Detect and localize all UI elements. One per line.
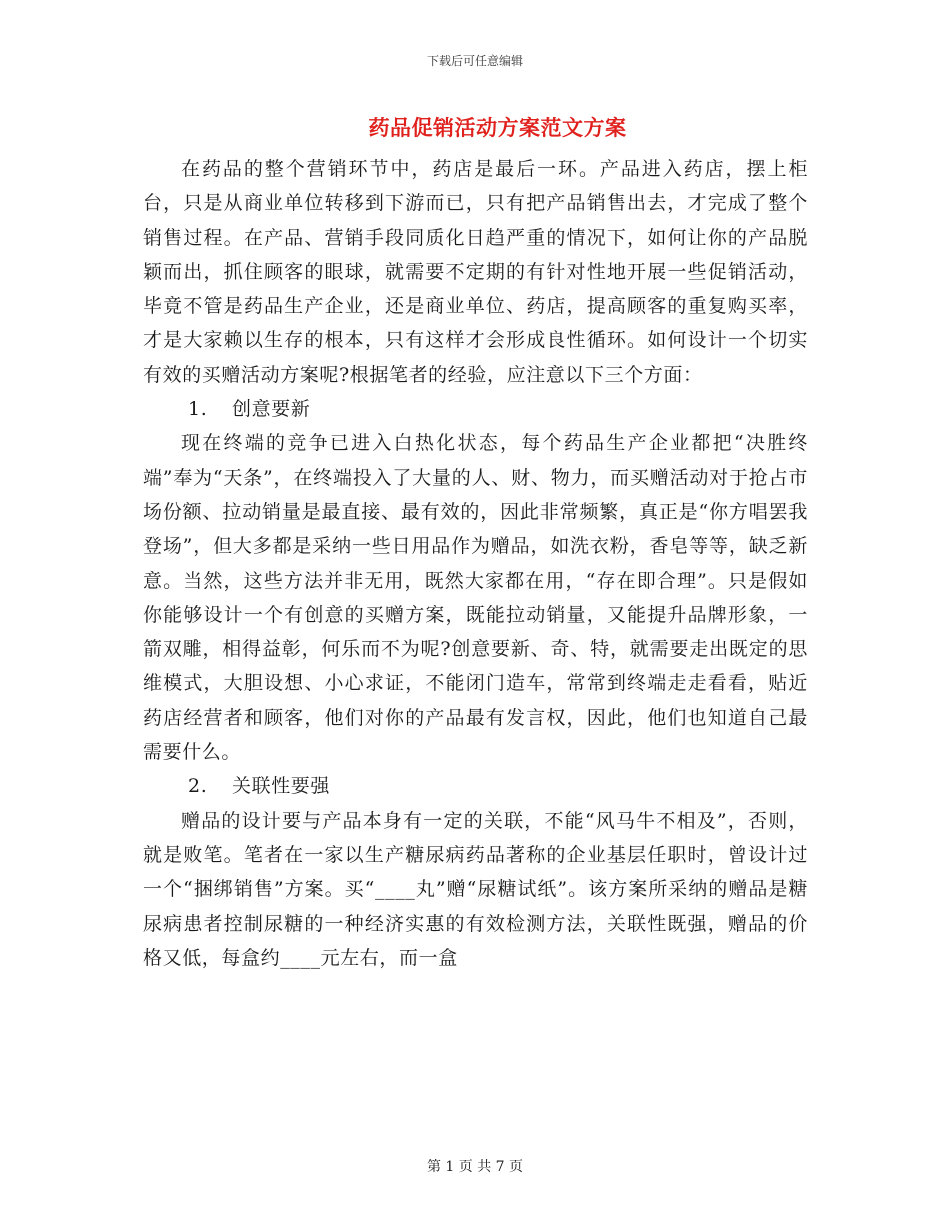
document-body xyxy=(143,152,808,975)
intro-paragraph: 在药品的整个营销环节中，药店是最后一环。产品进入药店，摆上柜台，只是从商业单位转移到下游而已，只有把产品销售出去，才完成了整个销售过程。在产品、营销手段同质化日趋严重的情况下，如何让你的产品脱颖而出，抓住顾客的眼球，就需要不定期的有针对性地开展一些促销活动，毕竟不管是药品生产企业，还是商业单位、药店，提高顾客的重复购买率，才是大家赖以生存的根本，只有这样才会形成良性循环。如何设计一个切实有效的买赠活动方案呢?根据笔者的经验，应注意以下三个方面： xyxy=(143,158,808,386)
page-header: 下载后可任意编辑 xyxy=(426,54,523,68)
document-title: 药品促销活动方案范文方案 xyxy=(368,115,627,140)
section-title: 关联性要强 xyxy=(232,775,331,798)
page-number: 第 1 页 共 7 页 xyxy=(426,1159,524,1175)
section-1-paragraph: 现在终端的竞争已进入白热化状态，每个药品生产企业都把“决胜终端”奉为“天条”，在终端投入了大量的人、财、物力，而买赠活动对于抢占市场份额、拉动销量是最直接、最有效的，因此非常频繁，真正是“你方唱罢我登场”，但大多都是采纳一些日用品作为赠品，如洗衣粉，香皂等等，缺乏新意。当然，这些方法并非无用，既然大家都在用，“存在即合理”。只是假如你能够设计一个有创意的买赠方案，既能拉动销量，又能提升品牌形象，一箭双雕，相得益彰，何乐而不为呢?创意要新、奇、特，就需要走出既定的思维模式，大胆设想、小心求证，不能闭门造车，常常到终端走走看看，贴近药店经营者和顾客，他们对你的产品最有发言权，因此，他们也知道自己最需要什么。 xyxy=(143,432,808,764)
section-heading-2 xyxy=(143,769,808,803)
section-2-paragraph: 赠品的设计要与产品本身有一定的关联，不能“风马牛不相及”，否则，就是败笔。笔者在一家以生产糖尿病药品著称的企业基层任职时，曾设计过一个“捆绑销售”方案。买“____丸”赠“尿糖试纸”。该方案所采纳的赠品是糖尿病患者控制尿糖的一种经济实惠的有效检测方法，关联性既强，赠品的价格又低，每盒约____元左右，而一盒 xyxy=(143,809,808,969)
section-number: 1. xyxy=(188,398,208,421)
section-heading-1 xyxy=(143,392,808,426)
section-title: 创意要新 xyxy=(232,398,311,421)
section-number: 2. xyxy=(188,775,208,798)
